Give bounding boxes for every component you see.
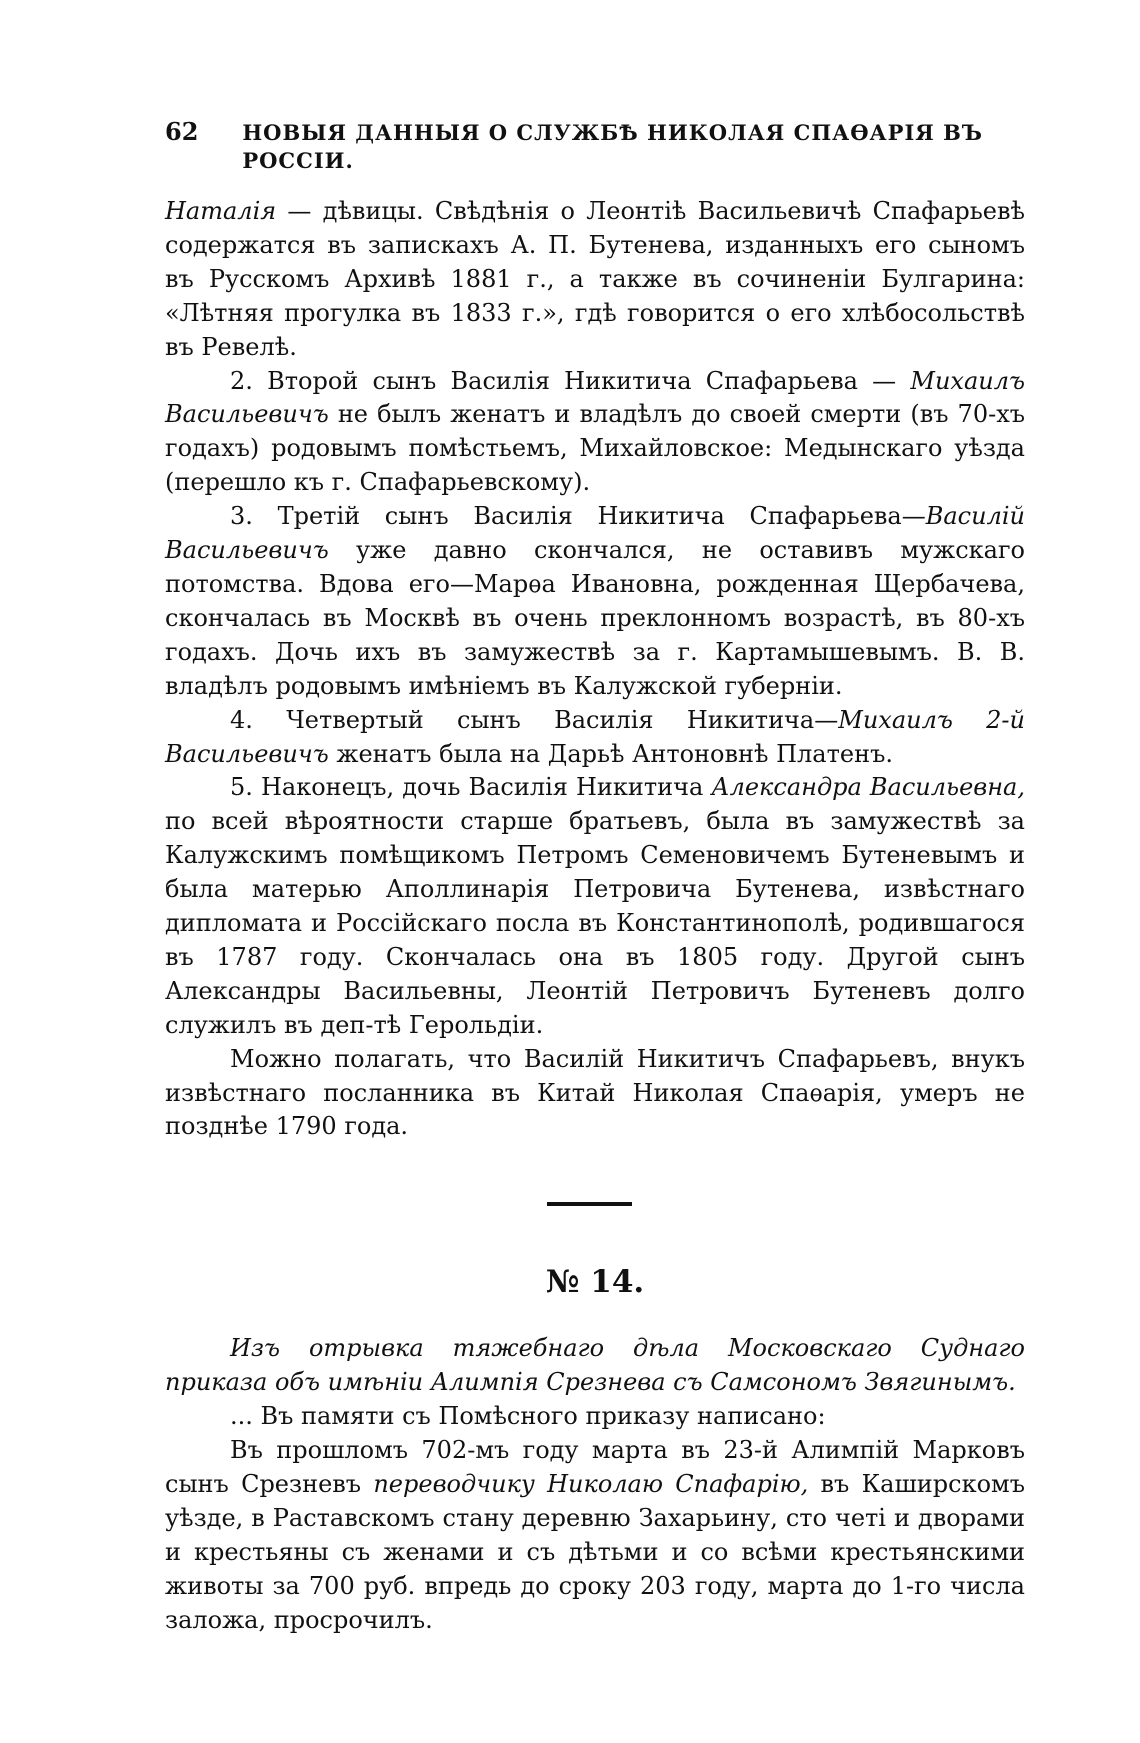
document-paragraph-1-text: ... Въ памяти съ Помѣсного приказу написано: [230, 1402, 826, 1431]
paragraph-1 [165, 195, 1025, 365]
running-title: НОВЫЯ ДАННЫЯ О СЛУЖБѢ НИКОЛАЯ СПАѲАРІЯ ВЪ РОССІИ. [242, 120, 983, 173]
paragraph-3-italic: Василій Васильевичъ [165, 502, 1025, 565]
paragraph-5-before: 5. Наконецъ, дочь Василія Никитича [230, 773, 712, 802]
body-text [165, 195, 1025, 1144]
document-paragraph-2-before: Въ прошломъ 702-мъ году марта въ 23-й Алимпій Марковъ сынъ Срезневъ [165, 1436, 1025, 1498]
paragraph-3 [165, 500, 1025, 703]
paragraph-1-italic: Наталія [165, 197, 277, 225]
book-page [165, 118, 1025, 1638]
paragraph-2-italic: Михаилъ Васильевичъ [165, 366, 1025, 429]
paragraph-2-before: 2. Второй сынъ Василія Никитича Спафарьева — [230, 366, 911, 395]
paragraph-5-italic: Александра Васильевна, [711, 773, 1025, 802]
document-paragraph-1 [165, 1400, 1025, 1434]
document-paragraph-2-italic: переводчику Николаю Спафарію, [373, 1470, 809, 1498]
running-header [165, 118, 1025, 175]
paragraph-5-after: по всей вѣроятности старше братьевъ, была въ замужествѣ за Калужскимъ помѣщикомъ Петромъ Семеновичемъ Бутеневымъ и была матерью Аполлинарія Петровича Бутенева, извѣстнаго дипломата и Россійскаго посла въ Константинополѣ, родившагося въ 1787 году. Скончалась она въ 1805 году. Другой сынъ Александры Васильевны, Леонтій Петровичъ Бутеневъ долго служилъ въ деп-тѣ Герольдіи. [165, 807, 1025, 1039]
paragraph-3-after: уже давно скончался, не оставивъ мужскаго потомства. Вдова его—Марѳа Ивановна, рожденная Щербачева, скончалась въ Москвѣ въ очень преклонномъ возрастѣ, въ 80-хъ годахъ. Дочь ихъ въ замужествѣ за г. Картамышевымъ. В. В. владѣлъ родовымъ имѣніемъ въ Калужской губерніи. [165, 536, 1025, 700]
section-number: № 14. [545, 1264, 645, 1301]
paragraph-6 [165, 1043, 1025, 1145]
paragraph-3-before: 3. Третій сынъ Василія Никитича Спафарьева— [230, 502, 926, 531]
document-paragraph-2 [165, 1434, 1025, 1637]
section-heading: Изъ отрывка тяжебнаго дѣла Московскаго Суднаго приказа объ имѣніи Алимпія Срезнева съ Самсономъ Звягинымъ. [165, 1334, 1025, 1397]
page-number: 62 [165, 117, 199, 146]
paragraph-2 [165, 365, 1025, 501]
document-text [165, 1400, 1025, 1637]
document-paragraph-2-after: въ Каширскомъ уѣзде, в Раставскомъ стану деревню Захарьину, сто четі и дворами и крестьяны съ женами и съ дѣтьми и со всѣми крестьянскими животы за 700 руб. впредь до сроку 203 году, марта до 1-го числа заложа, просрочилъ. [165, 1470, 1025, 1634]
paragraph-4 [165, 704, 1025, 772]
paragraph-6-text: Можно полагать, что Василій Никитичъ Спафарьевъ, внукъ извѣстнаго посланника въ Китай Николая Спаѳарія, умеръ не позднѣе 1790 года. [165, 1044, 1025, 1141]
section-divider [547, 1202, 632, 1206]
paragraph-2-after: не былъ женатъ и владѣлъ до своей смерти (въ 70-хъ годахъ) родовымъ помѣстьемъ, Михайловское: Медынскаго уѣзда (перешло къ г. Спафарьевскому). [165, 400, 1025, 497]
paragraph-4-before: 4. Четвертый сынъ Василія Никитича— [230, 705, 839, 734]
paragraph-4-italic: Михаилъ 2-й Васильевичъ [165, 705, 1026, 768]
paragraph-4-after: женатъ была на Дарьѣ Антоновнѣ Платенъ. [328, 739, 893, 768]
paragraph-5 [165, 771, 1025, 1042]
paragraph-1-text: — дѣвицы. Свѣдѣнія о Леонтіѣ Васильевичѣ Спафарьевѣ содержатся въ запискахъ А. П. Бутенева, изданныхъ его сыномъ въ Русскомъ Архивѣ 1881 г., а также въ сочиненіи Булгарина: «Лѣтняя прогулка въ 1833 г.», гдѣ говорится о его хлѣбосольствѣ въ Ревелѣ. [165, 197, 1025, 361]
